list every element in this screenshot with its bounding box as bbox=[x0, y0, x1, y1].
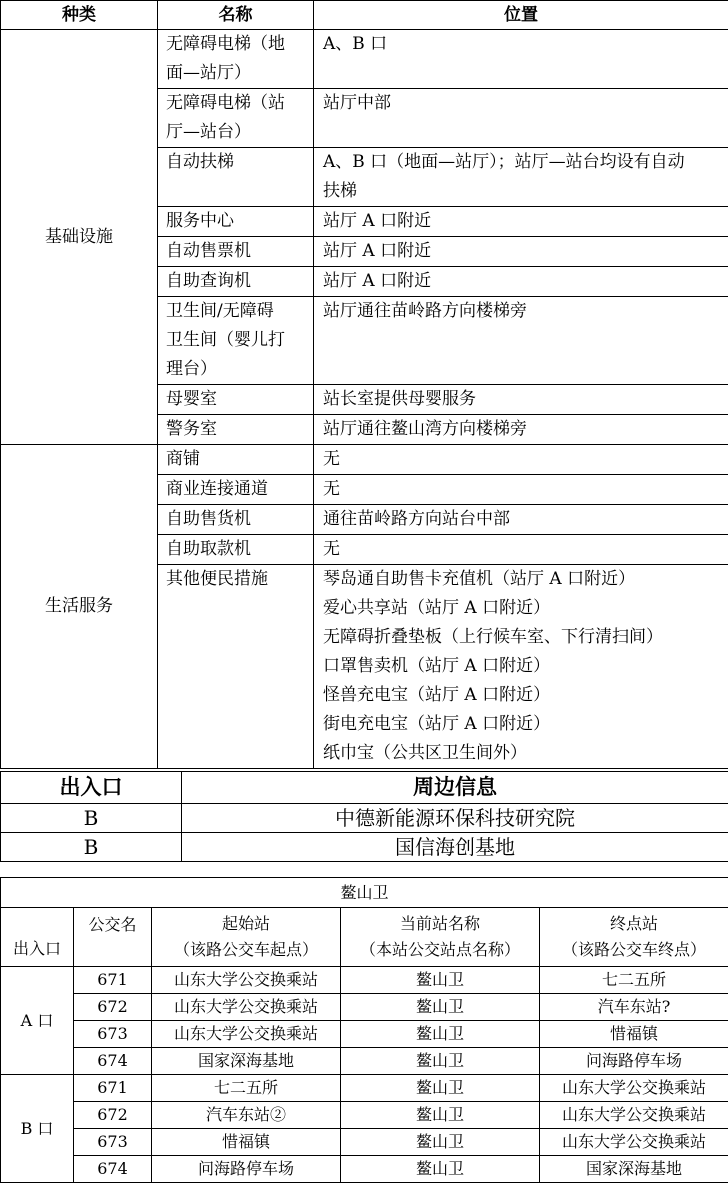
exit-cell: B bbox=[1, 804, 182, 833]
facility-name-line: 警务室 bbox=[166, 415, 309, 444]
facility-location-line: 纸巾宝（公共区卫生间外） bbox=[323, 739, 724, 768]
bus-title-row bbox=[1, 878, 728, 908]
exit-cell: B bbox=[1, 833, 182, 862]
bus-cell: 673 bbox=[74, 1021, 152, 1048]
facility-name-cell bbox=[158, 267, 314, 297]
bus-cell: 673 bbox=[74, 1129, 152, 1156]
surroundings-header-row bbox=[1, 772, 728, 804]
facility-location-line: A、B 口 bbox=[323, 30, 724, 59]
facility-name-line: 母婴室 bbox=[166, 385, 309, 414]
facility-name-line: 自动售票机 bbox=[166, 237, 309, 266]
facility-name-line: 面—站厅） bbox=[166, 59, 309, 88]
facility-location-line: 怪兽充电宝（站厅 A 口附近） bbox=[323, 681, 724, 710]
facility-name-cell bbox=[158, 475, 314, 505]
table-row bbox=[1, 1075, 728, 1102]
table-row bbox=[1, 30, 728, 89]
facility-name-cell bbox=[158, 237, 314, 267]
facility-location-cell bbox=[314, 148, 728, 207]
facility-location-line: 爱心共享站（站厅 A 口附近） bbox=[323, 594, 724, 623]
header-end-station bbox=[540, 908, 728, 967]
table-row bbox=[1, 445, 728, 475]
start-cell: 山东大学公交换乘站 bbox=[152, 967, 341, 994]
header-end-note: （该路公交车终点） bbox=[540, 937, 728, 963]
bus-header-row bbox=[1, 908, 728, 967]
facility-name-cell bbox=[158, 89, 314, 148]
facility-location-line: 琴岛通自助售卡充值机（站厅 A 口附近） bbox=[323, 565, 724, 594]
start-cell: 汽车东站② bbox=[152, 1102, 341, 1129]
facility-location-line: 街电充电宝（站厅 A 口附近） bbox=[323, 710, 724, 739]
facility-location-cell bbox=[314, 207, 728, 237]
header-bus-name: 公交名 bbox=[74, 908, 152, 967]
facility-location-cell bbox=[314, 267, 728, 297]
start-cell: 山东大学公交换乘站 bbox=[152, 1021, 341, 1048]
table-row bbox=[1, 804, 728, 833]
facility-location-line: 通往苗岭路方向站台中部 bbox=[323, 505, 724, 534]
current-cell: 鳌山卫 bbox=[341, 1129, 540, 1156]
current-cell: 鳌山卫 bbox=[341, 1021, 540, 1048]
start-cell: 七二五所 bbox=[152, 1075, 341, 1102]
facility-location-cell bbox=[314, 565, 728, 769]
end-cell: 山东大学公交换乘站 bbox=[540, 1129, 728, 1156]
start-cell: 国家深海基地 bbox=[152, 1048, 341, 1075]
table-row bbox=[1, 1021, 728, 1048]
facility-location-cell bbox=[314, 237, 728, 267]
bus-table bbox=[0, 877, 728, 1183]
current-cell: 鳌山卫 bbox=[341, 994, 540, 1021]
surroundings-table bbox=[0, 771, 728, 862]
table-row bbox=[1, 967, 728, 994]
facility-location-line: 无 bbox=[323, 445, 724, 474]
facility-name-line: 商业连接通道 bbox=[166, 475, 309, 504]
facility-location-line: 站厅 A 口附近 bbox=[323, 237, 724, 266]
header-exit: 出入口 bbox=[1, 908, 74, 967]
header-surroundings: 周边信息 bbox=[182, 772, 728, 804]
facility-name-cell bbox=[158, 207, 314, 237]
facility-location-line: 站厅通往苗岭路方向楼梯旁 bbox=[323, 297, 724, 326]
facility-name-line: 自助查询机 bbox=[166, 267, 309, 296]
table-row bbox=[1, 1156, 728, 1183]
table-row bbox=[1, 1048, 728, 1075]
end-cell: 问海路停车场 bbox=[540, 1048, 728, 1075]
exit-cell: B 口 bbox=[1, 1075, 74, 1183]
table-row bbox=[1, 1129, 728, 1156]
end-cell: 山东大学公交换乘站 bbox=[540, 1075, 728, 1102]
header-location: 位置 bbox=[314, 1, 728, 30]
facility-location-line: 无 bbox=[323, 475, 724, 504]
bus-cell: 672 bbox=[74, 994, 152, 1021]
facility-location-cell bbox=[314, 30, 728, 89]
category-cell: 基础设施 bbox=[1, 30, 158, 445]
facility-location-line: 无障碍折叠垫板（上行候车室、下行清扫间） bbox=[323, 623, 724, 652]
start-cell: 惜福镇 bbox=[152, 1129, 341, 1156]
facility-name-cell bbox=[158, 415, 314, 445]
facility-name-cell bbox=[158, 385, 314, 415]
facility-location-line: 口罩售卖机（站厅 A 口附近） bbox=[323, 652, 724, 681]
facility-location-cell bbox=[314, 89, 728, 148]
facility-location-cell bbox=[314, 415, 728, 445]
header-name: 名称 bbox=[158, 1, 314, 30]
facility-name-line: 其他便民措施 bbox=[166, 565, 309, 594]
surroundings-cell: 国信海创基地 bbox=[182, 833, 728, 862]
header-start-line: 起始站 bbox=[152, 911, 340, 937]
start-cell: 山东大学公交换乘站 bbox=[152, 994, 341, 1021]
facility-location-line: 站厅通往鳌山湾方向楼梯旁 bbox=[323, 415, 724, 444]
end-cell: 山东大学公交换乘站 bbox=[540, 1102, 728, 1129]
table-row bbox=[1, 833, 728, 862]
facility-name-cell bbox=[158, 148, 314, 207]
header-start-station bbox=[152, 908, 341, 967]
bus-cell: 671 bbox=[74, 1075, 152, 1102]
facility-name-cell bbox=[158, 297, 314, 385]
header-current-station bbox=[341, 908, 540, 967]
bus-cell: 671 bbox=[74, 967, 152, 994]
facility-name-cell bbox=[158, 30, 314, 89]
header-exit: 出入口 bbox=[1, 772, 182, 804]
table-row bbox=[1, 994, 728, 1021]
end-cell: 汽车东站? bbox=[540, 994, 728, 1021]
header-category: 种类 bbox=[1, 1, 158, 30]
bus-cell: 674 bbox=[74, 1156, 152, 1183]
bus-station-title: 鳌山卫 bbox=[1, 878, 728, 908]
facility-name-line: 卫生间（婴儿打 bbox=[166, 326, 309, 355]
facility-name-line: 自助售货机 bbox=[166, 505, 309, 534]
facility-location-cell bbox=[314, 475, 728, 505]
facility-location-cell bbox=[314, 535, 728, 565]
facility-location-cell bbox=[314, 297, 728, 385]
facility-name-line: 理台） bbox=[166, 355, 309, 384]
header-end-line: 终点站 bbox=[540, 911, 728, 937]
facilities-header-row bbox=[1, 1, 728, 30]
facility-name-line: 卫生间/无障碍 bbox=[166, 297, 309, 326]
current-cell: 鳌山卫 bbox=[341, 1156, 540, 1183]
exit-cell: A 口 bbox=[1, 967, 74, 1075]
current-cell: 鳌山卫 bbox=[341, 1048, 540, 1075]
current-cell: 鳌山卫 bbox=[341, 1102, 540, 1129]
current-cell: 鳌山卫 bbox=[341, 1075, 540, 1102]
facility-name-cell bbox=[158, 565, 314, 769]
category-cell: 生活服务 bbox=[1, 445, 158, 769]
surroundings-cell: 中德新能源环保科技研究院 bbox=[182, 804, 728, 833]
facility-location-line: 站长室提供母婴服务 bbox=[323, 385, 724, 414]
facility-name-line: 服务中心 bbox=[166, 207, 309, 236]
bus-cell: 674 bbox=[74, 1048, 152, 1075]
header-current-note: （本站公交站点名称） bbox=[341, 937, 539, 963]
facility-location-line: 站厅中部 bbox=[323, 89, 724, 118]
facility-name-cell bbox=[158, 505, 314, 535]
facility-location-line: A、B 口（地面—站厅）；站厅—站台均设有自动 bbox=[323, 148, 724, 177]
facility-name-line: 无障碍电梯（站 bbox=[166, 89, 309, 118]
facility-name-line: 商铺 bbox=[166, 445, 309, 474]
end-cell: 国家深海基地 bbox=[540, 1156, 728, 1183]
end-cell: 七二五所 bbox=[540, 967, 728, 994]
facility-name-line: 无障碍电梯（地 bbox=[166, 30, 309, 59]
facility-location-cell bbox=[314, 505, 728, 535]
facility-location-line: 站厅 A 口附近 bbox=[323, 267, 724, 296]
bus-cell: 672 bbox=[74, 1102, 152, 1129]
facility-location-cell bbox=[314, 385, 728, 415]
header-start-note: （该路公交车起点） bbox=[152, 937, 340, 963]
facility-location-line: 站厅 A 口附近 bbox=[323, 207, 724, 236]
current-cell: 鳌山卫 bbox=[341, 967, 540, 994]
facility-name-cell bbox=[158, 535, 314, 565]
facility-location-line: 扶梯 bbox=[323, 177, 724, 206]
header-current-line: 当前站名称 bbox=[341, 911, 539, 937]
facility-name-line: 厅—站台） bbox=[166, 118, 309, 147]
facility-location-line: 无 bbox=[323, 535, 724, 564]
facility-name-line: 自动扶梯 bbox=[166, 148, 309, 177]
facility-name-cell bbox=[158, 445, 314, 475]
start-cell: 问海路停车场 bbox=[152, 1156, 341, 1183]
end-cell: 惜福镇 bbox=[540, 1021, 728, 1048]
table-row bbox=[1, 1102, 728, 1129]
facility-location-cell bbox=[314, 445, 728, 475]
facility-name-line: 自助取款机 bbox=[166, 535, 309, 564]
